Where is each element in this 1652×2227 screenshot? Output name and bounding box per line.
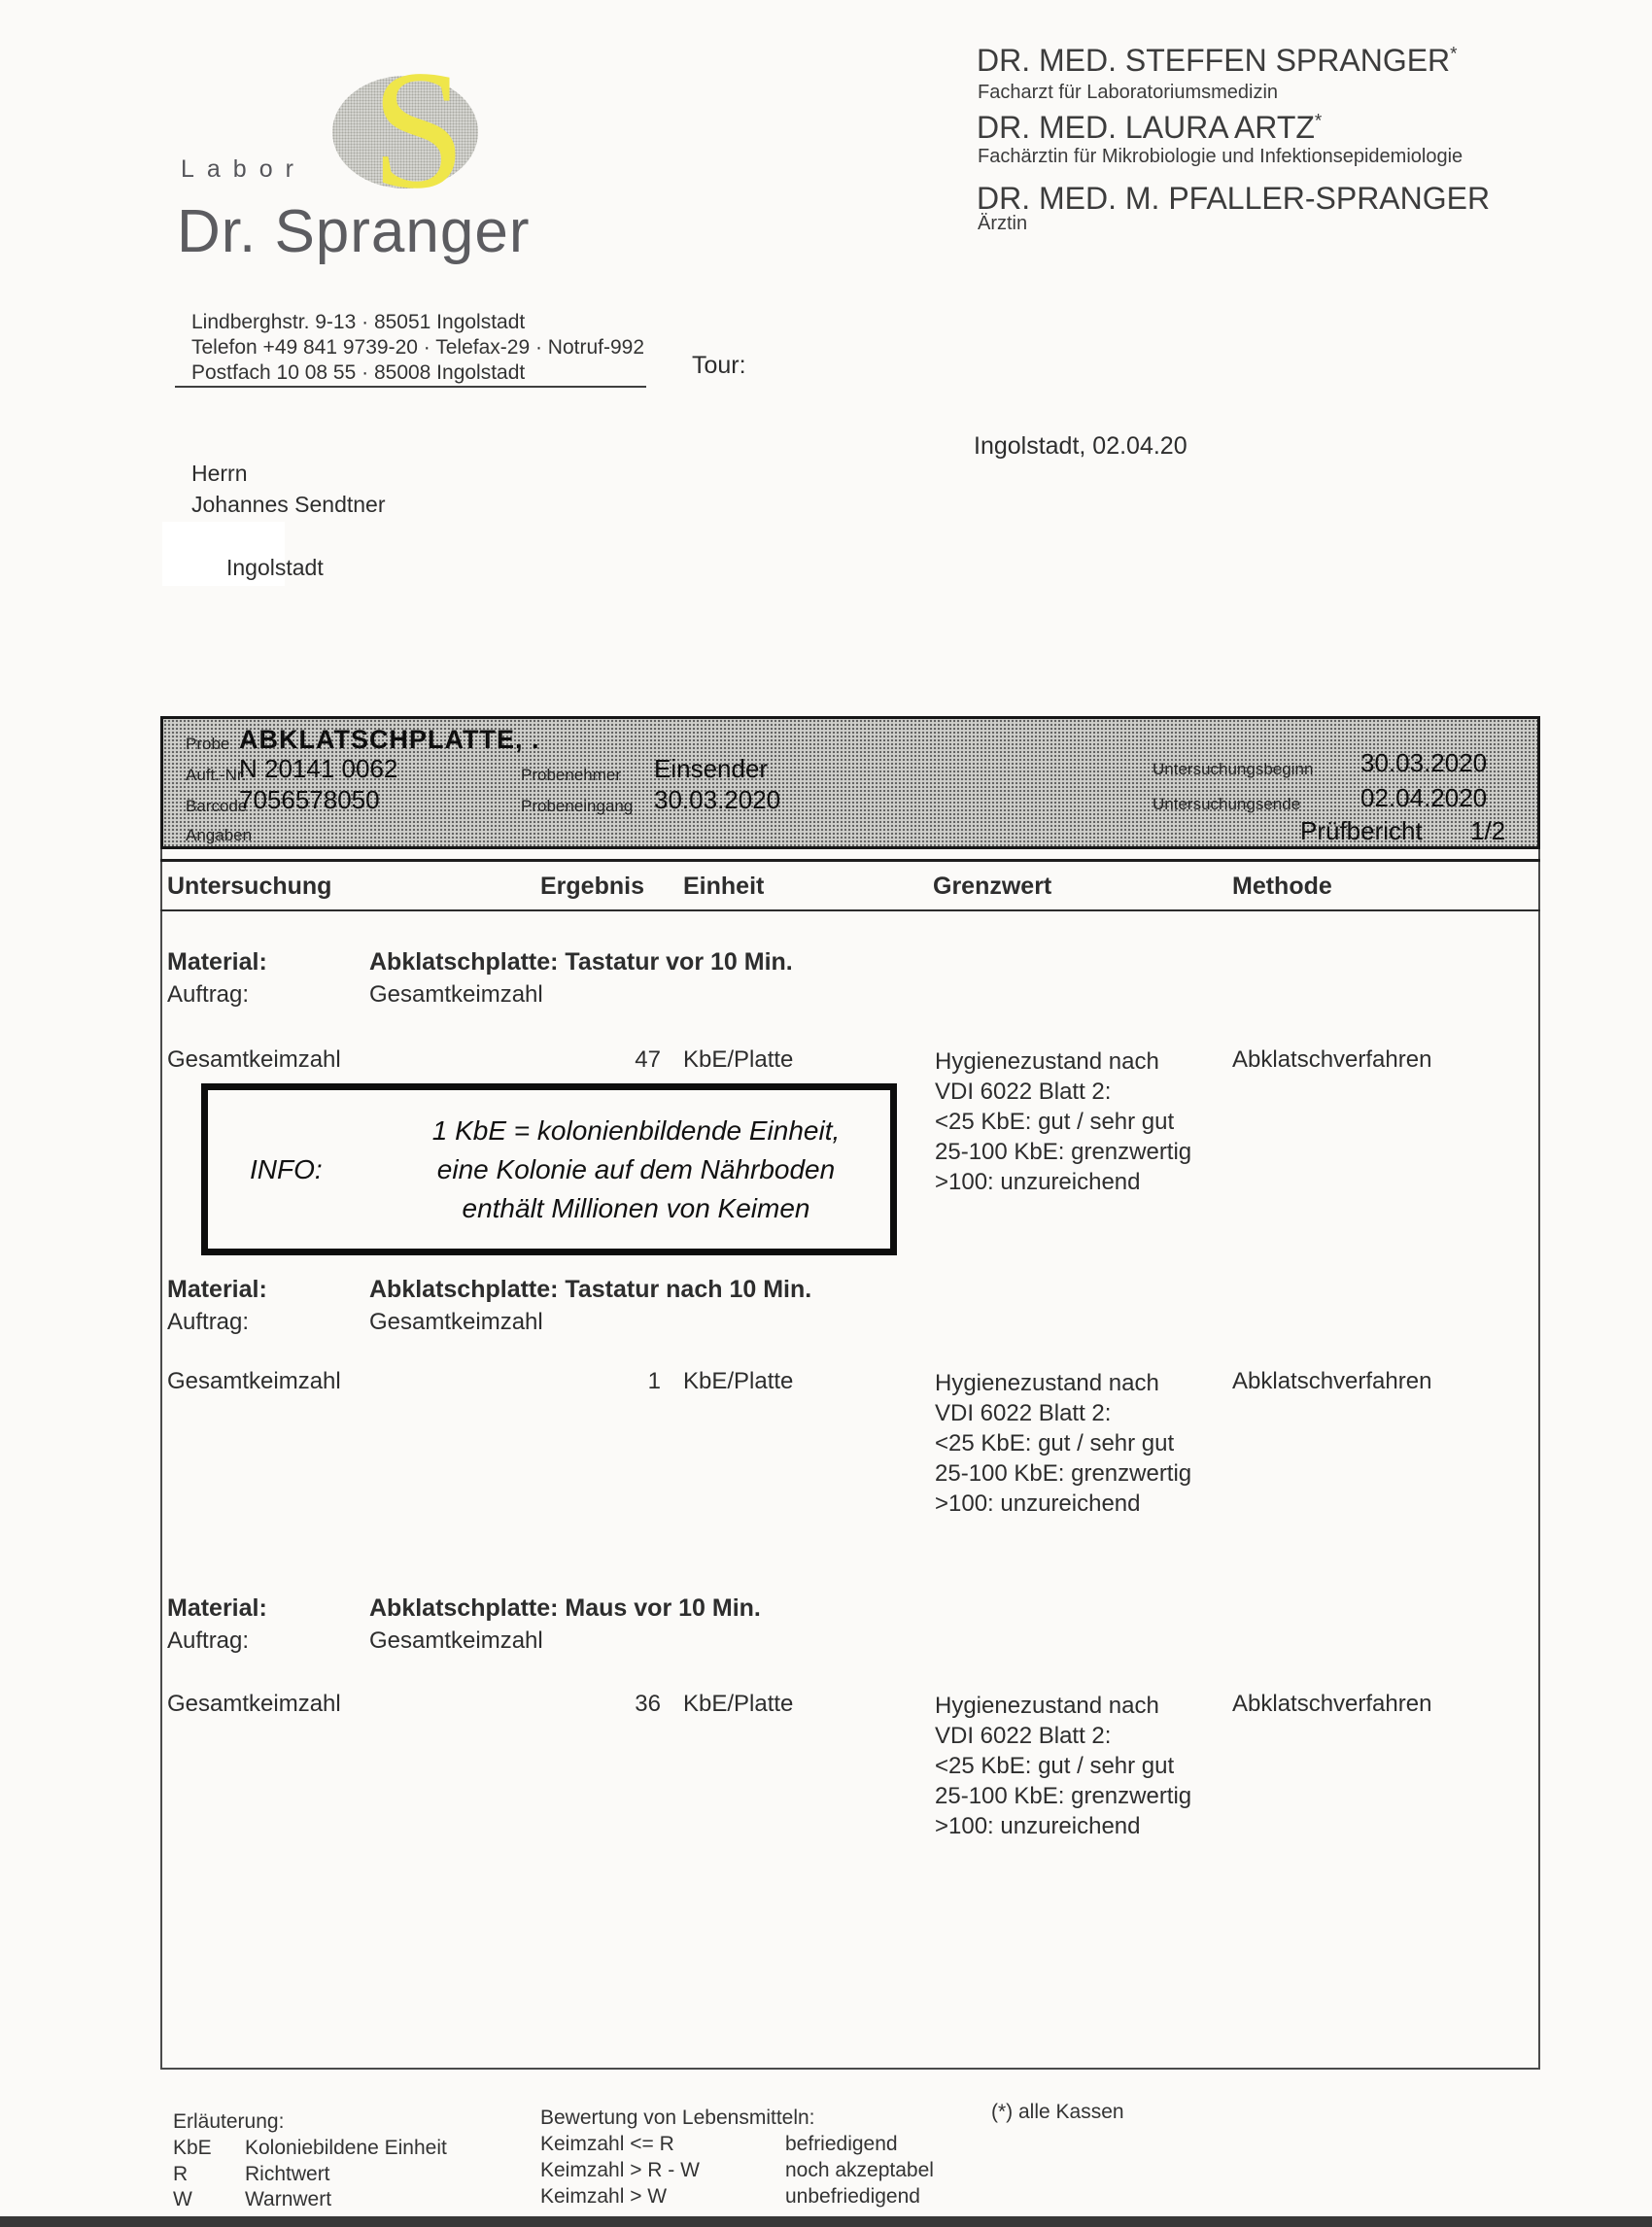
grenzwert-line: <25 KbE: gut / sehr gut (935, 1430, 1175, 1456)
barcode-value: 7056578050 (239, 785, 380, 814)
info-box-line: enthält Millionen von Keimen (462, 1193, 810, 1223)
probenehmer-value: Einsender (654, 754, 769, 783)
bewertung-rule: Keimzahl <= R (540, 2133, 674, 2155)
logo-labor-text: Labor (181, 155, 306, 183)
kassen-note: (*) alle Kassen (991, 2101, 1124, 2123)
logo-name-text: Dr. Spranger (177, 198, 531, 265)
doctor-title: Fachärztin für Mikrobiologie und Infektionsepidemiologie (978, 146, 1463, 167)
doctor-title: Facharzt für Laboratoriumsmedizin (978, 82, 1279, 103)
recipient-name: Johannes Sendtner (191, 492, 386, 517)
grenzwert-line: VDI 6022 Blatt 2: (935, 1400, 1112, 1426)
grenzwert-line: Hygienezustand nach (935, 1693, 1159, 1719)
grenzwert-block (935, 1691, 1191, 1841)
einheit-value: KbE/Platte (683, 1046, 794, 1073)
grenzwert-block (935, 1046, 1191, 1197)
untersuchung-value: Gesamtkeimzahl (167, 1368, 341, 1394)
info-box-label: INFO: (250, 1154, 323, 1184)
table-header-bottom-rule (160, 909, 1540, 911)
grenzwert-line: <25 KbE: gut / sehr gut (935, 1753, 1175, 1779)
abbrev-key: W (173, 2188, 192, 2210)
grenzwert-line: VDI 6022 Blatt 2: (935, 1079, 1112, 1105)
auftrag-label: Auftrag: (167, 981, 250, 1008)
abbrev-key: KbE (173, 2137, 212, 2159)
doctor-asterisk: * (1314, 111, 1323, 132)
material-label: Material: (167, 1276, 267, 1303)
methode-value: Abklatschverfahren (1232, 1691, 1432, 1717)
methode-value: Abklatschverfahren (1232, 1046, 1432, 1073)
info-box-line: eine Kolonie auf dem Nährboden (436, 1154, 836, 1184)
grenzwert-line: 25-100 KbE: grenzwertig (935, 1783, 1192, 1809)
doctor-name (977, 110, 1322, 146)
einheit-value: KbE/Platte (683, 1368, 794, 1394)
grenzwert-block (935, 1368, 1191, 1519)
table-header-top-rule (160, 859, 1540, 862)
bewertung-result: unbefriedigend (785, 2185, 920, 2208)
auftrag-value: Gesamtkeimzahl (369, 981, 543, 1008)
auftrag-nr-value: N 20141 0062 (239, 754, 398, 783)
address-divider (175, 386, 646, 388)
doctor-name-text: DR. MED. LAURA ARTZ (977, 110, 1315, 145)
address-line: Postfach 10 08 55 · 85008 Ingolstadt (191, 361, 526, 384)
abbrev-value: Warnwert (245, 2188, 332, 2210)
grenzwert-line: Hygienezustand nach (935, 1370, 1159, 1396)
angaben-label: Angaben (186, 826, 253, 844)
info-box (201, 1083, 897, 1255)
untersuchung-value: Gesamtkeimzahl (167, 1691, 341, 1717)
methode-value: Abklatschverfahren (1232, 1368, 1432, 1394)
grenzwert-line: VDI 6022 Blatt 2: (935, 1723, 1112, 1749)
scan-edge-artifact (0, 2216, 1652, 2227)
auftrag-value: Gesamtkeimzahl (369, 1309, 543, 1335)
bewertung-rule: Keimzahl > R - W (540, 2159, 700, 2181)
grenzwert-line: >100: unzureichend (935, 1169, 1141, 1195)
grenzwert-line: 25-100 KbE: grenzwertig (935, 1139, 1192, 1165)
doctor-asterisk: * (1450, 44, 1458, 65)
untersuchungsende-label: Untersuchungsende (1153, 795, 1301, 813)
doctor-name-text: DR. MED. M. PFALLER-SPRANGER (977, 181, 1491, 216)
untersuchungsbeginn-value: 30.03.2020 (1360, 748, 1488, 777)
bewertung-title: Bewertung von Lebensmitteln: (540, 2107, 815, 2129)
material-label: Material: (167, 1594, 267, 1622)
probeneingang-label: Probeneingang (521, 797, 634, 815)
pruefbericht-page: 1/2 (1470, 816, 1506, 845)
ergebnis-value: 1 (647, 1368, 661, 1394)
material-value: Abklatschplatte: Tastatur vor 10 Min. (369, 948, 793, 976)
material-label: Material: (167, 948, 267, 976)
column-header-ergebnis: Ergebnis (540, 873, 644, 900)
doctor-name-text: DR. MED. STEFFEN SPRANGER (977, 43, 1451, 78)
column-header-grenzwert: Grenzwert (933, 873, 1052, 900)
auftrag-label: Auftrag: (167, 1309, 250, 1335)
auftrag-label: Auftrag: (167, 1627, 250, 1654)
abbrev-value: Koloniebildene Einheit (245, 2137, 447, 2159)
abbrev-key: R (173, 2163, 189, 2185)
grenzwert-line: >100: unzureichend (935, 1813, 1141, 1839)
abbrev-value: Richtwert (245, 2163, 330, 2185)
barcode-label: Barcode (186, 797, 248, 815)
grenzwert-line: Hygienezustand nach (935, 1048, 1159, 1075)
auftrag-nr-label: Auft.-Nr. (186, 766, 247, 784)
ergebnis-value: 47 (635, 1046, 661, 1073)
logo-monogram-icon: S (371, 35, 466, 223)
auftrag-value: Gesamtkeimzahl (369, 1627, 543, 1654)
material-value: Abklatschplatte: Tastatur nach 10 Min. (369, 1276, 812, 1303)
doctor-name (977, 181, 1490, 217)
column-header-methode: Methode (1232, 873, 1332, 900)
recipient-salutation: Herrn (191, 461, 248, 486)
address-line: Lindberghstr. 9-13 · 85051 Ingolstadt (191, 311, 526, 333)
dateline: Ingolstadt, 02.04.20 (974, 432, 1187, 460)
results-table-frame (160, 849, 1540, 2070)
tour-label: Tour: (692, 352, 746, 379)
doctor-title: Ärztin (978, 213, 1028, 234)
probenehmer-label: Probenehmer (521, 766, 622, 784)
doctor-name (977, 43, 1458, 79)
probe-value: ABKLATSCHPLATTE, . (239, 725, 540, 754)
bewertung-rule: Keimzahl > W (540, 2185, 668, 2208)
untersuchung-value: Gesamtkeimzahl (167, 1046, 341, 1073)
info-box-text (381, 1112, 891, 1228)
erlaeuterung-title: Erläuterung: (173, 2110, 285, 2133)
einheit-value: KbE/Platte (683, 1691, 794, 1717)
pruefbericht-label: Prüfbericht (1300, 816, 1423, 845)
untersuchungsende-value: 02.04.2020 (1360, 783, 1488, 812)
ergebnis-value: 36 (635, 1691, 661, 1717)
address-line: Telefon +49 841 9739-20 · Telefax-29 · Notruf-992 (191, 336, 644, 359)
material-value: Abklatschplatte: Maus vor 10 Min. (369, 1594, 761, 1622)
grenzwert-line: <25 KbE: gut / sehr gut (935, 1109, 1175, 1135)
sample-info-band (160, 716, 1540, 849)
bewertung-result: befriedigend (785, 2133, 898, 2155)
column-header-einheit: Einheit (683, 873, 765, 900)
untersuchungsbeginn-label: Untersuchungsbeginn (1153, 760, 1314, 778)
column-header-untersuchung: Untersuchung (167, 873, 332, 900)
info-box-line: 1 KbE = kolonienbildende Einheit, (431, 1115, 841, 1146)
probe-label: Probe (186, 735, 230, 753)
bewertung-result: noch akzeptabel (785, 2159, 934, 2181)
grenzwert-line: >100: unzureichend (935, 1490, 1141, 1517)
recipient-city: Ingolstadt (226, 555, 324, 580)
probeneingang-value: 30.03.2020 (654, 785, 781, 814)
grenzwert-line: 25-100 KbE: grenzwertig (935, 1460, 1192, 1487)
